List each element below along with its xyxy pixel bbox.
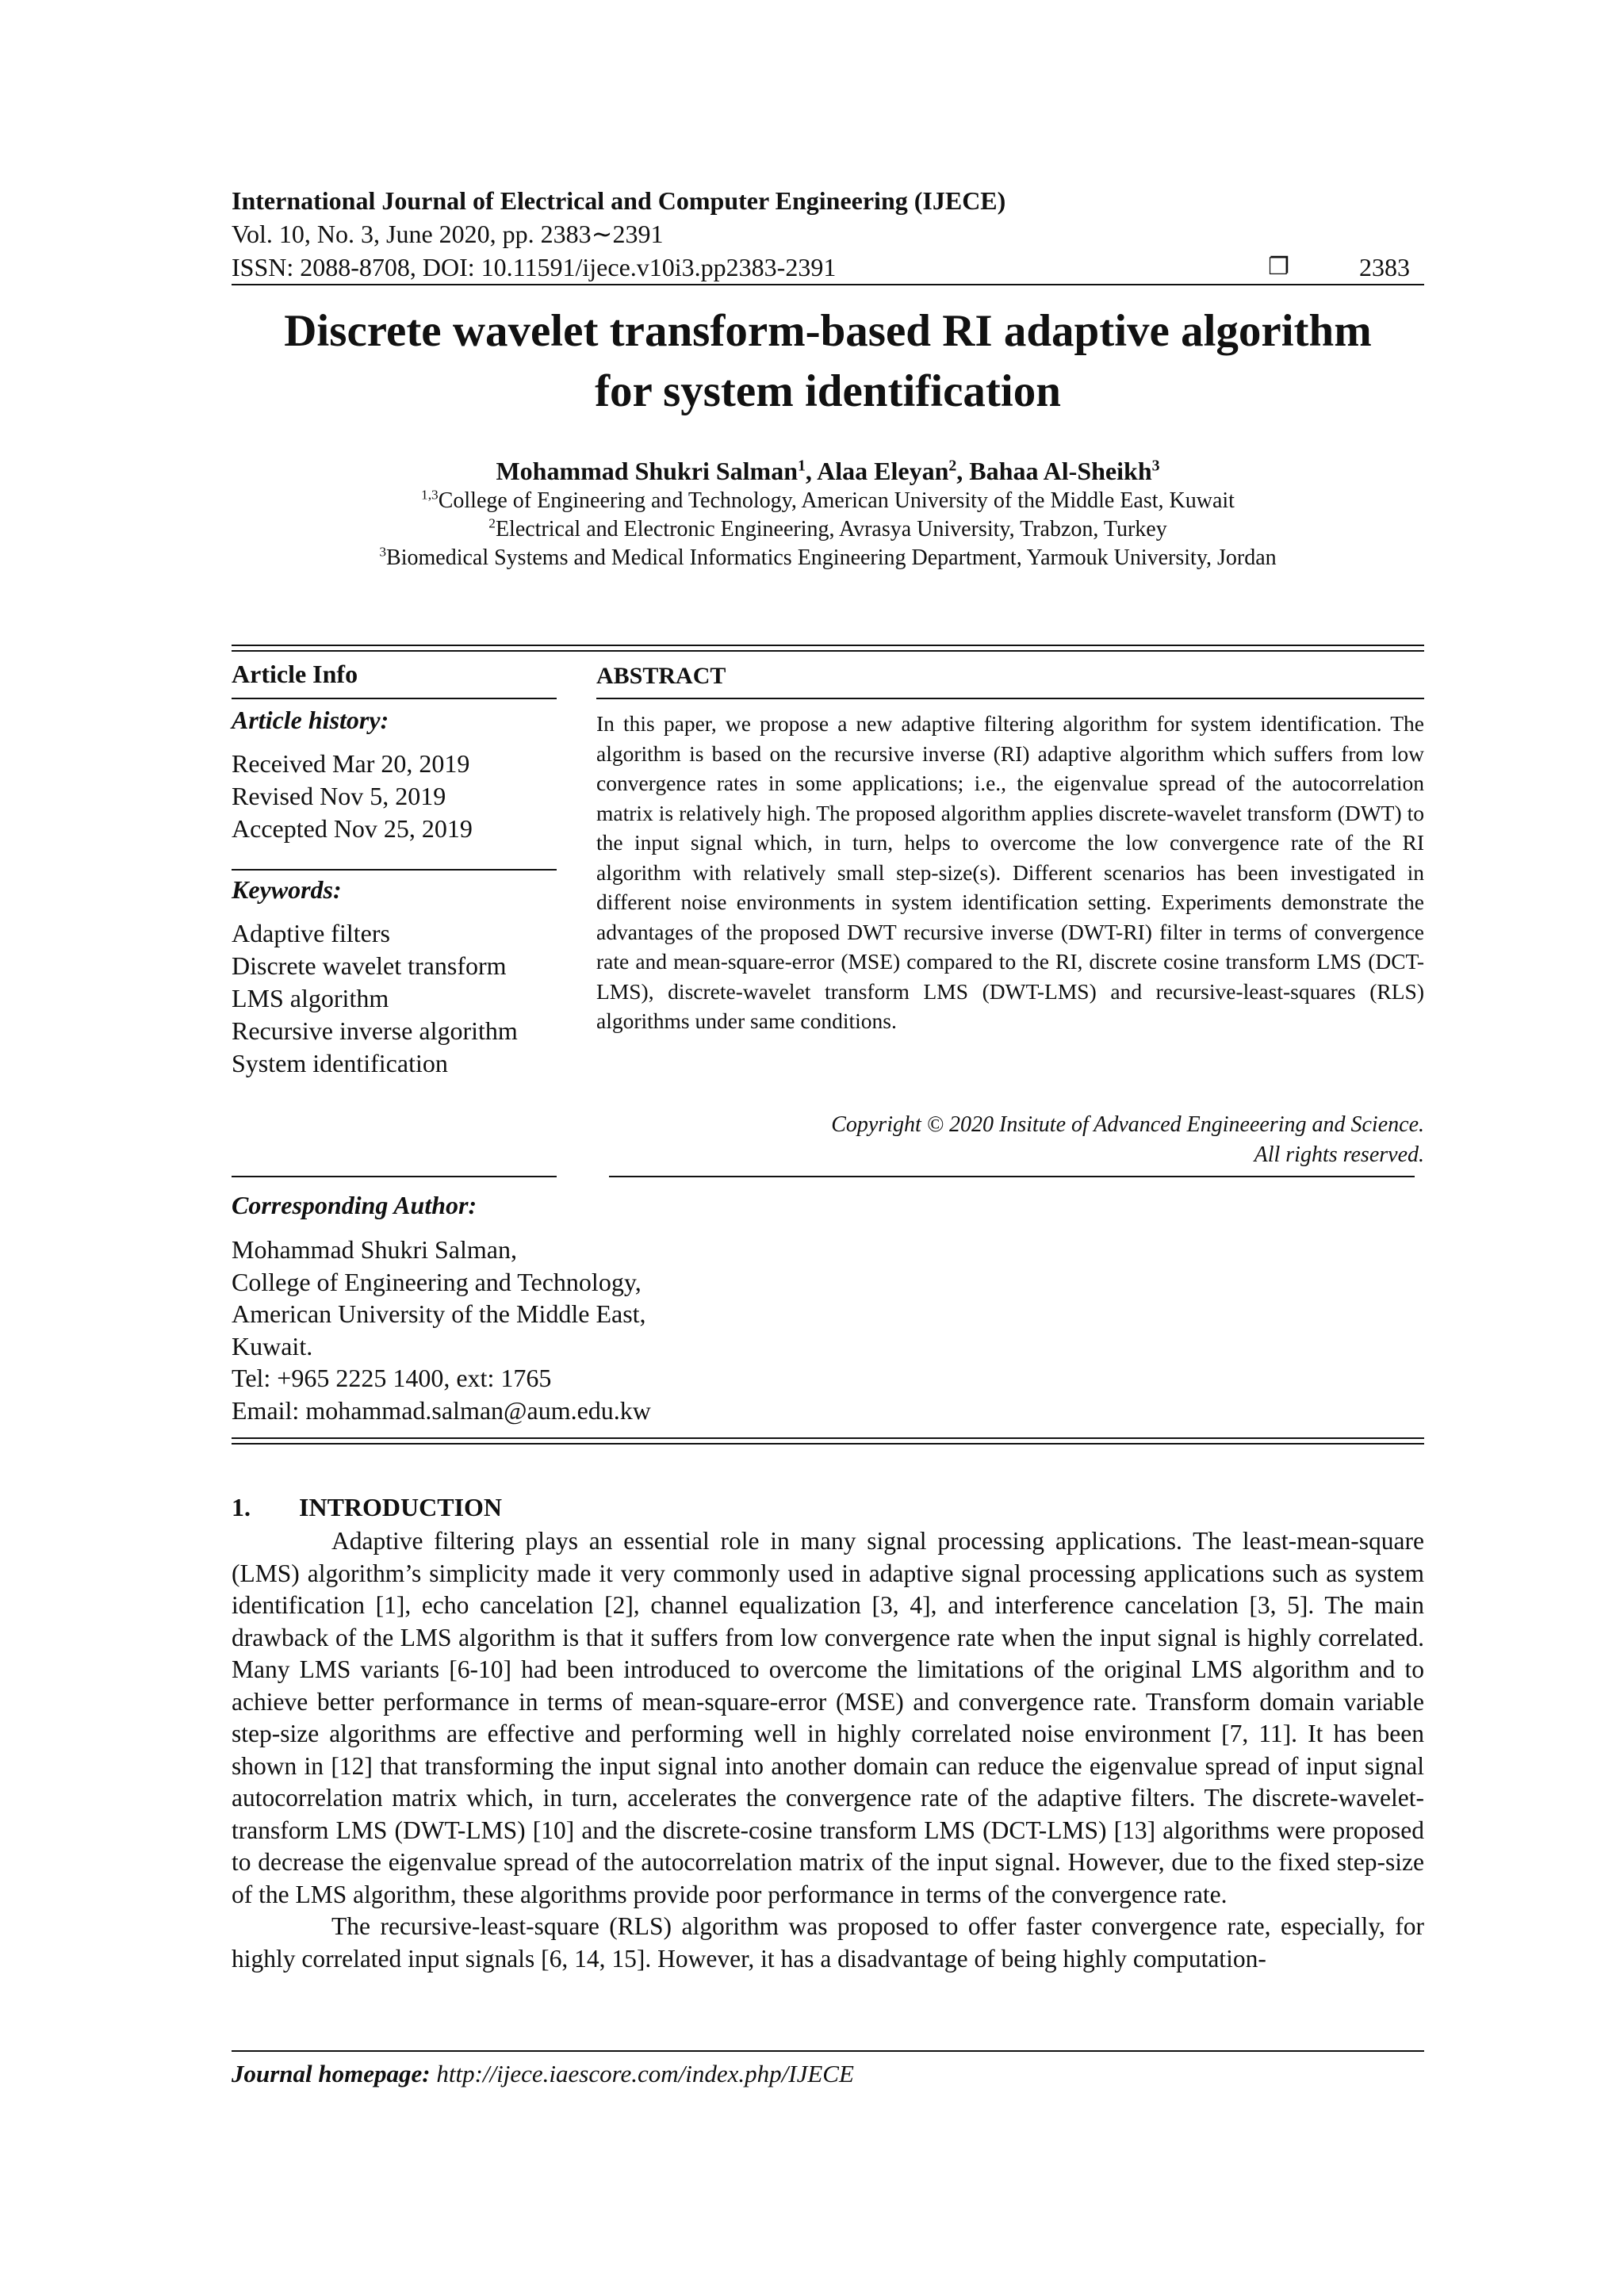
journal-header (232, 184, 1424, 284)
corresponding-line: Mohammad Shukri Salman, (232, 1235, 517, 1264)
section-heading-introduction (232, 1493, 502, 1522)
journal-volume: Vol. 10, No. 3, June 2020, pp. 2383∼2391 (232, 220, 664, 248)
author-separator: , (805, 457, 818, 485)
journal-homepage (232, 2060, 854, 2088)
paper-page (232, 0, 1424, 2296)
revised-date: Revised Nov 5, 2019 (232, 782, 446, 810)
article-info-block (232, 660, 557, 689)
keyword: System identification (232, 1049, 448, 1077)
author-list (232, 455, 1424, 487)
corresponding-line: American University of the Middle East, (232, 1299, 646, 1328)
author-sup: 2 (948, 457, 957, 475)
box-icon: ❐ (1268, 253, 1289, 281)
affiliation-sup: 2 (488, 515, 496, 531)
affiliation-text: Electrical and Electronic Engineering, Avrasya University, Trabzon, Turkey (495, 517, 1167, 541)
article-info-rule (232, 698, 557, 699)
corresponding-line: College of Engineering and Technology, (232, 1267, 642, 1296)
body-paragraph: The recursive-least-square (RLS) algorithm was proposed to offer faster convergence rate, especially, for highly correlated input signals [6, 14, 15]. However, it has a disadvantage of being highly computation- (232, 1912, 1424, 1973)
author-sup: 3 (1151, 457, 1160, 475)
keyword: Discrete wavelet transform (232, 951, 507, 980)
author-separator: , (956, 457, 970, 485)
paper-title (232, 301, 1424, 422)
affiliation (232, 544, 1424, 572)
author-sup: 1 (797, 457, 806, 475)
article-history-label: Article history: (232, 706, 389, 734)
header-rule (232, 284, 1424, 285)
abstract-heading: ABSTRACT (596, 663, 726, 689)
keyword: Recursive inverse algorithm (232, 1016, 518, 1045)
keywords-label: Keywords: (232, 875, 342, 904)
corresponding-email: Email: mohammad.salman@aum.edu.kw (232, 1395, 651, 1425)
keywords-block (232, 875, 557, 1080)
section-double-rule (232, 1437, 1424, 1445)
keywords-rule (232, 869, 557, 871)
corresponding-line: Kuwait. (232, 1331, 313, 1360)
footer-rule (232, 2050, 1424, 2052)
corresponding-rule (232, 1176, 557, 1177)
received-date: Received Mar 20, 2019 (232, 749, 470, 778)
abstract-text: In this paper, we propose a new adaptive filtering algorithm for system identification. The algorithm is based on the recursive inverse (RI) adaptive algorithm which suffers from low convergence rates in some applications; i.e., the eigenvalue spread of the autocorrelation matrix is relatively high. The proposed algorithm applies discrete-wavelet transform (DWT) to the input signal which, in turn, helps to overcome the low convergence rate of the RI algorithm with relatively small step-size(s). Different scenarios has been investigated in different noise environments in system identification setting. Experiments demonstrate the advantages of the proposed DWT recursive inverse (DWT-RI) filter in terms of convergence rate and mean-square-error (MSE) compared to the RI, discrete cosine transform LMS (DCT-LMS), discrete-wavelet transform LMS (DWT-LMS) and recursive-least-squares (RLS) algorithms under same conditions. (596, 711, 1424, 1033)
article-info-heading: Article Info (232, 660, 358, 688)
copyright-notice (596, 1110, 1424, 1170)
copyright-rule (609, 1176, 1415, 1177)
journal-issn-row (232, 251, 1424, 284)
homepage-link[interactable]: http://ijece.iaescore.com/index.php/IJECE (436, 2060, 854, 2087)
section-number: 1. (232, 1493, 251, 1521)
accepted-date: Accepted Nov 25, 2019 (232, 814, 473, 843)
affiliation (232, 515, 1424, 544)
corresponding-line: Tel: +965 2225 1400, ext: 1765 (232, 1364, 552, 1392)
keyword: LMS algorithm (232, 984, 389, 1012)
affiliation-sup: 1,3 (421, 487, 439, 503)
section-title: INTRODUCTION (299, 1493, 503, 1521)
affiliation-sup: 3 (379, 544, 387, 560)
author-name: Mohammad Shukri Salman (496, 457, 798, 485)
homepage-label: Journal homepage: (232, 2060, 431, 2087)
copyright-line-2: All rights reserved. (1254, 1142, 1424, 1167)
abstract-rule (596, 698, 1424, 699)
author-name: Bahaa Al-Sheikh (969, 457, 1152, 485)
affiliation-text: College of Engineering and Technology, American University of the Middle East, Kuwait (438, 488, 1235, 513)
page-number: 2383 (1359, 253, 1410, 281)
body-paragraph: Adaptive filtering plays an essential role in many signal processing applications. The least-mean-square (LMS) algorithm’s simplicity made it very commonly used in adaptive signal processing applications such as system identification [1], echo cancelation [2], channel equalization [3, 4], and interference cancelation [3, 5]. The main drawback of the LMS algorithm is that it suffers from low convergence rate when the input signal is highly correlated. Many LMS variants [6-10] had been introduced to overcome the limitations of the original LMS algorithm and to achieve better performance in terms of mean-square-error (MSE) and convergence rate. Transform domain variable step-size algorithms are effective and performing well in highly correlated noise environment [7, 11]. It has been shown in [12] that transforming the input signal into another domain can reduce the eigenvalue spread of input signal autocorrelation matrix which, in turn, accelerates the convergence rate of the adaptive filters. The discrete-wavelet-transform LMS (DWT-LMS) [10] and the discrete-cosine transform LMS (DCT-LMS) [13] algorithms were proposed to decrease the eigenvalue spread of the autocorrelation matrix of the input signal. However, due to the fixed step-size of the LMS algorithm, these algorithms provide poor performance in terms of the convergence rate. (232, 1527, 1424, 1908)
journal-name: International Journal of Electrical and Computer Engineering (IJECE) (232, 186, 1006, 215)
affiliation (232, 487, 1424, 515)
corresponding-author-details (232, 1234, 866, 1426)
keyword: Adaptive filters (232, 919, 390, 947)
article-history-block (232, 706, 557, 845)
title-line-1: Discrete wavelet transform-based RI adaptive algorithm (284, 306, 1372, 356)
title-line-2: for system identification (595, 366, 1061, 416)
corresponding-author-block (232, 1189, 866, 1426)
copyright-line-1: Copyright © 2020 Insitute of Advanced Engineeering and Science. (831, 1112, 1424, 1137)
author-name: Alaa Eleyan (817, 457, 949, 485)
introduction-body (232, 1525, 1424, 1975)
section-double-rule (232, 645, 1424, 652)
affiliation-text: Biomedical Systems and Medical Informatics Engineering Department, Yarmouk University, Jordan (386, 545, 1277, 570)
corresponding-author-heading: Corresponding Author: (232, 1191, 477, 1219)
journal-issn: ISSN: 2088-8708, DOI: 10.11591/ijece.v10i3.pp2383-2391 (232, 253, 837, 281)
